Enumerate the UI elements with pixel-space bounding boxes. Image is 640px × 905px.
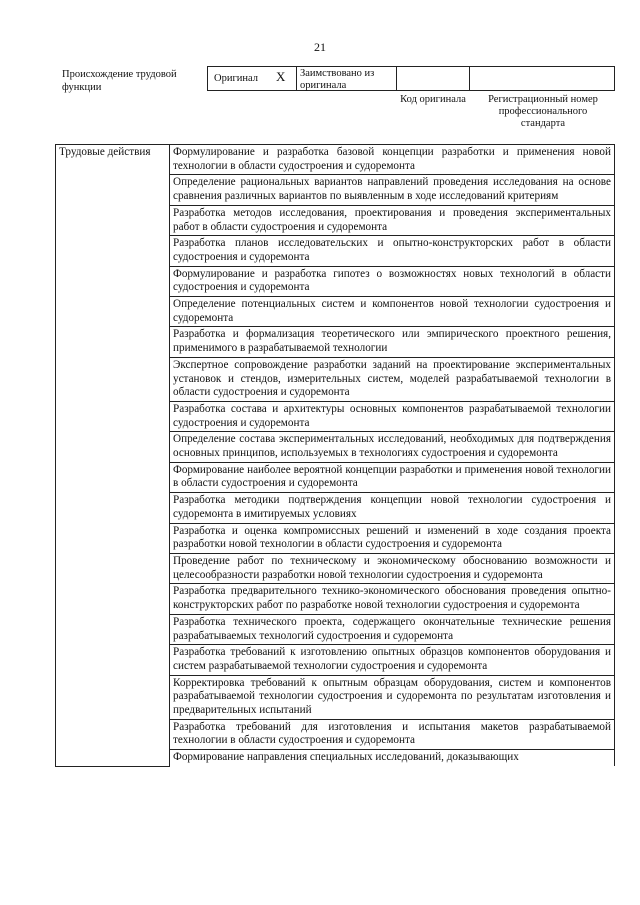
borrowed-label: Заимствовано из оригинала xyxy=(300,68,375,91)
code-original-label: Код оригинала xyxy=(400,94,466,105)
origin-borrowed-cell xyxy=(296,66,397,91)
action-item: Проведение работ по техническому и экономическому обоснованию возможности и целесообразности разработки новой технологии судостроения и судоремонта xyxy=(170,553,615,583)
action-item: Разработка предварительного технико-экономического обоснования проведения опытно-конструкторских работ по разработке новой технологии судостроения и судоремонта xyxy=(170,584,615,614)
actions-label: Трудовые действия xyxy=(56,145,170,767)
origin-code-cell xyxy=(396,66,470,91)
action-item: Разработка планов исследовательских и опытно-конструкторских работ в области судостроения и судоремонта xyxy=(170,236,615,266)
action-item: Определение состава экспериментальных исследований, необходимых для подтверждения основных принципов, используемых в технологиях судостроения и судоремонта xyxy=(170,432,615,462)
action-item: Корректировка требований к опытным образцам оборудования, систем и компонентов разрабатываемой технологии судостроения и судоремонта по результатам изготовления и предварительных испытаний xyxy=(170,675,615,719)
action-item: Экспертное сопровождение разработки заданий на проектирование экспериментальных установок и стендов, измерительных систем, моделей разрабатываемой технологии в области судостроения и судоремонта xyxy=(170,357,615,401)
action-item: Формулирование и разработка базовой концепции разработки и применения новой технологии в области судостроения и судоремонта xyxy=(170,145,615,175)
action-item: Разработка состава и архитектуры основных компонентов разрабатываемой технологии судостроения и судоремонта xyxy=(170,401,615,431)
action-item: Формулирование и разработка гипотез о возможностях новых технологий в области судостроения и судоремонта xyxy=(170,266,615,296)
origin-reg-cell xyxy=(469,66,615,91)
action-item: Формирование наиболее вероятной концепции разработки и применения новой технологии в области судостроения и судоремонта xyxy=(170,462,615,492)
reg-number-label: Регистрационный номер профессионального стандарта xyxy=(488,94,598,129)
action-item: Определение рациональных вариантов направлений проведения исследования на основе сравнения различных вариантов по выявленным в ходе исследований критериям xyxy=(170,175,615,205)
action-item: Разработка требований к изготовлению опытных образцов компонентов оборудования и систем разрабатываемой технологии судостроения и судоремонта xyxy=(170,645,615,675)
action-item: Разработка и формализация теоретического или эмпирического проектного решения, применимого в разрабатываемой технологии xyxy=(170,327,615,357)
labor-actions-table xyxy=(55,144,615,767)
action-row xyxy=(56,145,615,175)
action-item: Определение потенциальных систем и компонентов новой технологии судостроения и судоремонта xyxy=(170,297,615,327)
origin-label: Происхождение трудовой функции xyxy=(62,69,177,93)
action-item: Разработка методики подтверждения концепции новой технологии судостроения и судоремонта в имитируемых условиях xyxy=(170,493,615,523)
action-item: Разработка методов исследования, проектирования и проведения экспериментальных работ в области судостроения и судоремонта xyxy=(170,205,615,235)
original-label: Оригинал xyxy=(214,73,258,84)
page-number: 21 xyxy=(314,40,326,54)
action-item: Разработка и оценка компромиссных решений и изменений в ходе создания проекта разработки новой технологии в области судостроения и судоремонта xyxy=(170,523,615,553)
action-item: Разработка технического проекта, содержащего окончательные технические решения разрабатываемых технологий судостроения и судоремонта xyxy=(170,614,615,644)
origin-original-cell xyxy=(207,66,297,91)
action-item: Формирование направления специальных исследований, доказывающих xyxy=(170,750,615,767)
action-item: Разработка требований для изготовления и испытания макетов разрабатываемой технологии в области судостроения и судоремонта xyxy=(170,719,615,749)
original-mark: X xyxy=(276,69,286,84)
